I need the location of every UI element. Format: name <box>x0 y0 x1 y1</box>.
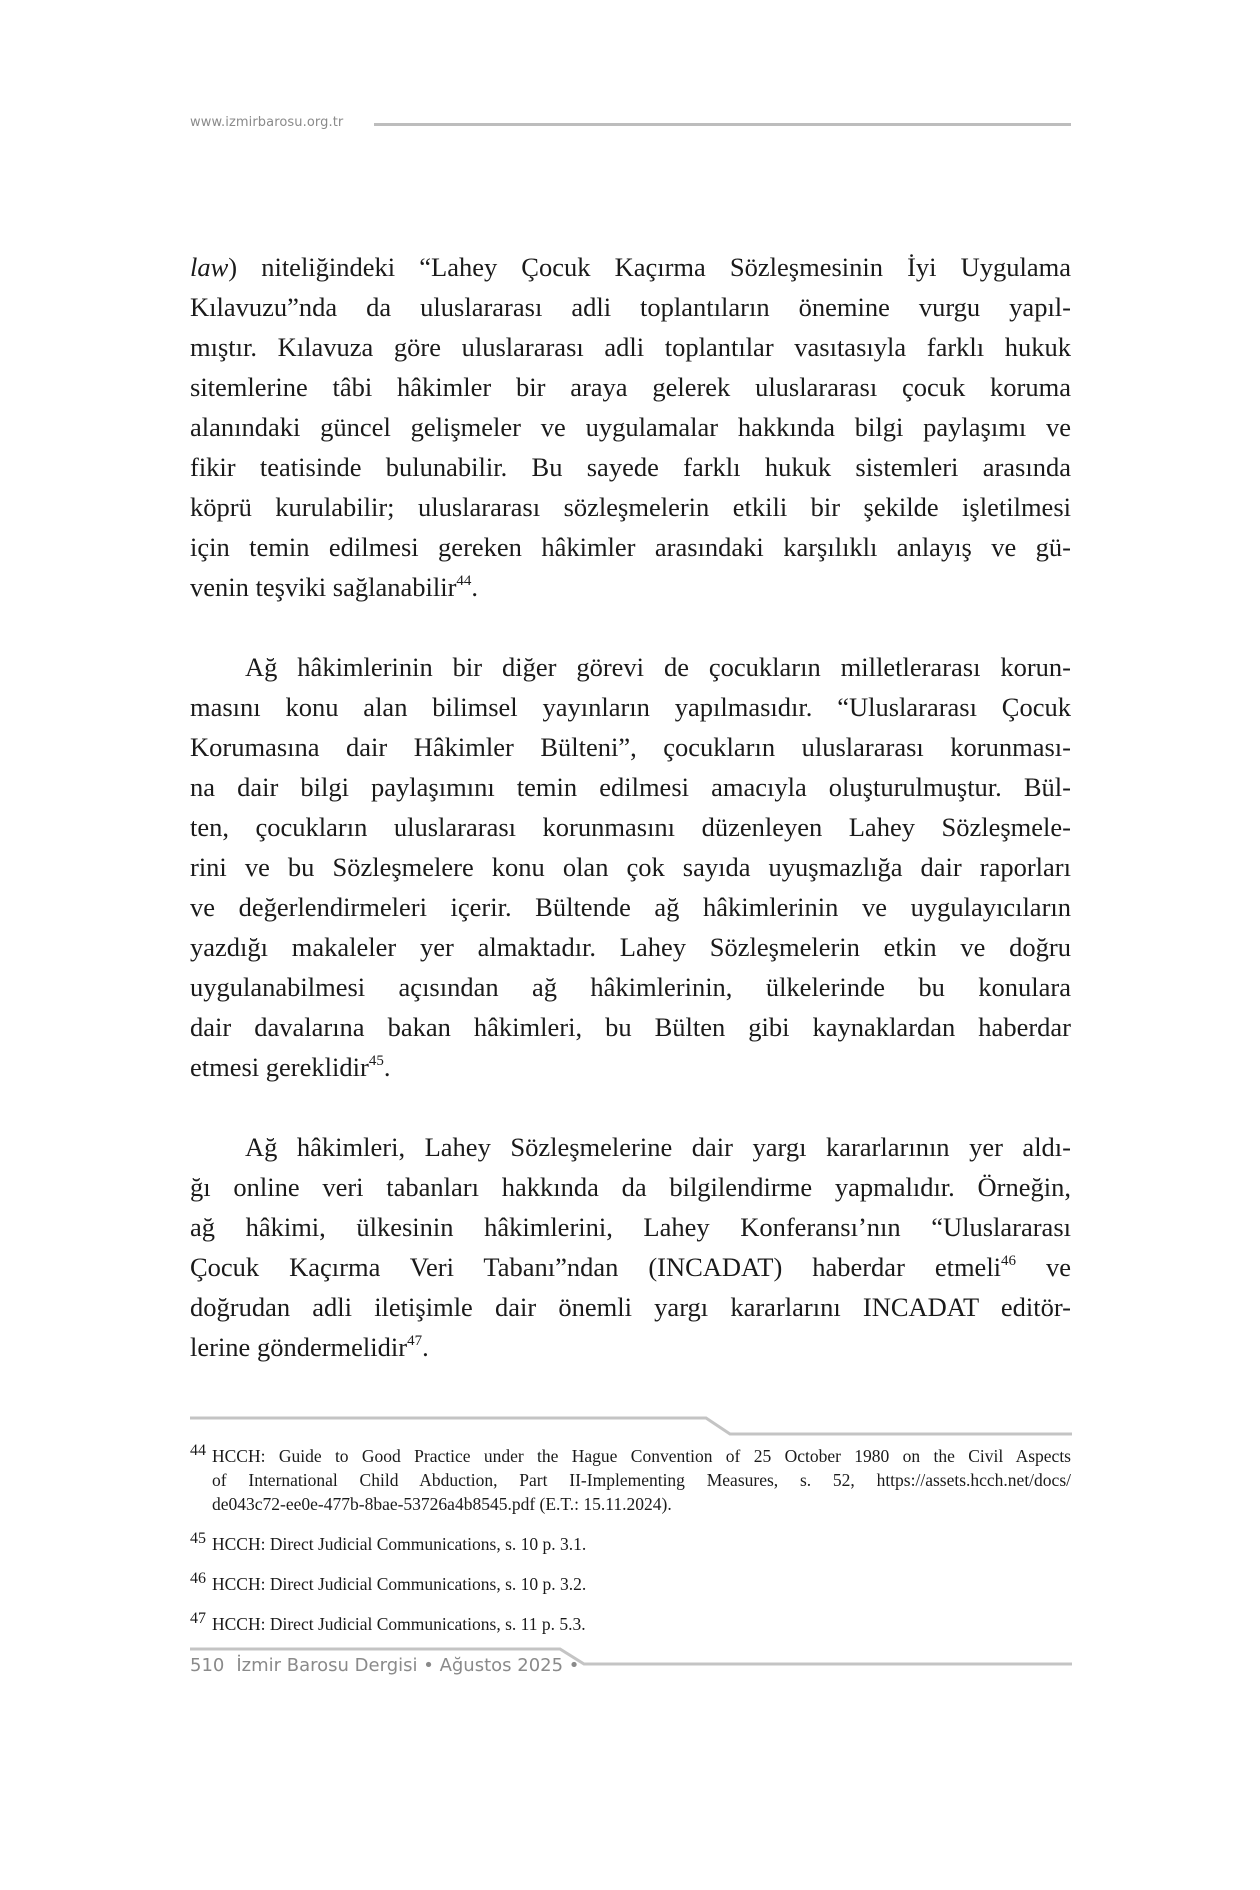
paragraph-2 <box>190 647 1071 1087</box>
text-line: mıştır. Kılavuza göre uluslararası adli toplantılar vasıtasıyla farklı hukuk <box>190 332 1071 362</box>
line-text: venin teşviki sağlanabilir <box>190 572 457 602</box>
text-line: için temin edilmesi gereken hâkimler arasındaki karşılıklı anlayış ve gü- <box>190 532 1071 562</box>
footnote-line: HCCH: Direct Judicial Communications, s. 11 p. 5.3. <box>212 1614 586 1634</box>
text-line <box>190 567 1071 607</box>
page-number: 510 <box>190 1655 225 1676</box>
footnotes <box>190 1444 1071 1652</box>
journal-issue: İzmir Barosu Dergisi • Ağustos 2025 • <box>236 1655 580 1676</box>
footnote-number: 45 <box>190 1530 206 1547</box>
footnote-ref-45[interactable]: 45 <box>368 1053 384 1069</box>
footnote-line: of International Child Abduction, Part II-Implementing Measures, s. 52, https://assets.hcch.net/docs/ <box>212 1470 1071 1490</box>
line-suffix: . <box>471 572 479 602</box>
line-text: lerine göndermelidir <box>190 1332 408 1362</box>
text-line: ağ hâkimi, ülkesinin hâkimlerini, Lahey Konferansı’nın “Uluslararası <box>190 1212 1071 1242</box>
text-line: Kılavuzu”nda da uluslararası adli toplantıların önemine vurgu yapıl- <box>190 292 1071 322</box>
text-line: köprü kurulabilir; uluslararası sözleşmelerin etkili bir şekilde işletilmesi <box>190 492 1071 522</box>
body-text <box>190 247 1071 1407</box>
italic-term: law <box>190 252 229 282</box>
text-line: Ağ hâkimleri, Lahey Sözleşmelerine dair yargı kararlarının yer aldı- <box>245 1132 1071 1162</box>
text-line: masını konu alan bilimsel yayınların yapılmasıdır. “Uluslararası Çocuk <box>190 692 1071 722</box>
line-suffix: . <box>383 1052 391 1082</box>
text-line <box>190 1247 1071 1287</box>
footnote-44 <box>190 1444 1071 1516</box>
footnote-separator <box>190 1410 1072 1440</box>
footnote-number: 46 <box>190 1570 206 1587</box>
footnote-ref-47[interactable]: 47 <box>407 1333 423 1349</box>
text-line: sitemlerine tâbi hâkimler bir araya gelerek uluslararası çocuk koruma <box>190 372 1071 402</box>
paragraph-1 <box>190 247 1071 607</box>
text-line: uygulanabilmesi açısından ağ hâkimlerinin, ülkelerinde bu konulara <box>190 972 1071 1002</box>
footnote-line: HCCH: Guide to Good Practice under the Hague Convention of 25 October 1980 on the Civil Aspects <box>212 1446 1071 1466</box>
text-line <box>190 1327 1071 1367</box>
text-line: rini ve bu Sözleşmelere konu olan çok sayıda uyuşmazlığa dair raporları <box>190 852 1071 882</box>
text-line: na dair bilgi paylaşımını temin edilmesi amacıyla oluşturulmuştur. Bül- <box>190 772 1071 802</box>
page-footer <box>190 1652 579 1680</box>
text-line <box>190 247 1071 287</box>
text-line: doğrudan adli iletişimle dair önemli yargı kararlarını INCADAT editör- <box>190 1292 1071 1322</box>
footnote-45 <box>190 1532 1071 1556</box>
text-line: fikir teatisinde bulunabilir. Bu sayede farklı hukuk sistemleri arasında <box>190 452 1071 482</box>
line-text: Çocuk Kaçırma Veri Tabanı”ndan (INCADAT) haberdar etmeli <box>190 1252 1002 1282</box>
footnote-line: HCCH: Direct Judicial Communications, s. 10 p. 3.2. <box>212 1574 587 1594</box>
text-line: ten, çocukların uluslararası korunmasını düzenleyen Lahey Sözleşmele- <box>190 812 1071 842</box>
footnote-ref-46[interactable]: 46 <box>1001 1253 1017 1269</box>
header-url: www.izmirbarosu.org.tr <box>190 115 344 130</box>
text-line: Ağ hâkimlerinin bir diğer görevi de çocukların milletlerarası korun- <box>245 652 1071 682</box>
footnote-number: 47 <box>190 1610 206 1627</box>
text-line: Korumasına dair Hâkimler Bülteni”, çocukların uluslararası korunması- <box>190 732 1071 762</box>
line-text: etmesi gereklidir <box>190 1052 369 1082</box>
text-line <box>190 1047 1071 1087</box>
header-rule <box>374 123 1071 126</box>
text-line: dair davalarına bakan hâkimleri, bu Bülten gibi kaynaklardan haberdar <box>190 1012 1071 1042</box>
footnote-line: HCCH: Direct Judicial Communications, s. 10 p. 3.1. <box>212 1534 587 1554</box>
line-text: ) niteliğindeki “Lahey Çocuk Kaçırma Sözleşmesinin İyi Uygulama <box>228 252 1071 282</box>
footnote-number: 44 <box>190 1442 206 1459</box>
line-suffix: ve <box>1016 1252 1071 1282</box>
page-header <box>190 111 1071 135</box>
footnote-47 <box>190 1612 1071 1636</box>
text-line: ğı online veri tabanları hakkında da bilgilendirme yapmalıdır. Örneğin, <box>190 1172 1071 1202</box>
footnote-ref-44[interactable]: 44 <box>456 573 472 589</box>
text-line: yazdığı makaleler yer almaktadır. Lahey Sözleşmelerin etkin ve doğru <box>190 932 1071 962</box>
paragraph-3 <box>190 1127 1071 1367</box>
footnote-46 <box>190 1572 1071 1596</box>
text-line: alanındaki güncel gelişmeler ve uygulamalar hakkında bilgi paylaşımı ve <box>190 412 1071 442</box>
footnote-line: de043c72-ee0e-477b-8bae-53726a4b8545.pdf (E.T.: 15.11.2024). <box>212 1494 672 1514</box>
line-suffix: . <box>422 1332 429 1362</box>
text-line: ve değerlendirmeleri içerir. Bültende ağ hâkimlerinin ve uygulayıcıların <box>190 892 1071 922</box>
